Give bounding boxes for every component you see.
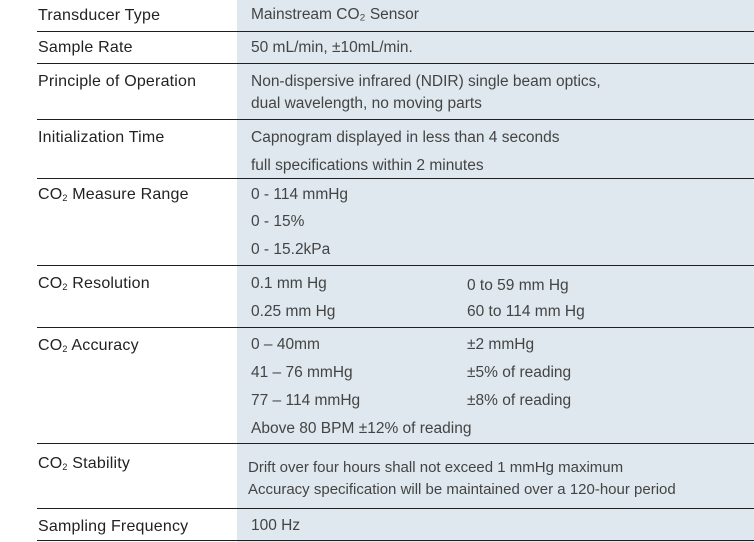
accuracy-range-a2: 41 – 76 mmHg [251,364,353,381]
co-text: CO [38,455,63,472]
label-suffix: Measure Range [67,186,189,203]
sampling-frequency-value: 100 Hz [251,517,301,534]
row-divider [37,327,754,328]
label-suffix: Stability [67,455,131,472]
row-divider [37,63,754,64]
row-divider [37,540,754,541]
accuracy-value-b2: ±5% of reading [467,364,572,381]
initialization-value-line1: Capnogram displayed in less than 4 seconds [251,129,560,146]
row-divider [37,119,754,120]
sample-rate-value: 50 mL/min, ±10mL/min. [251,39,413,56]
resolution-range-b2: 60 to 114 mm Hg [467,303,585,320]
row-divider [37,443,754,444]
sampling-frequency-label: Sampling Frequency [38,518,189,535]
subscript-2: 2 [62,344,68,354]
row-divider [37,31,754,32]
stability-label [38,455,130,473]
resolution-label [38,275,150,293]
co-text: CO [38,337,63,354]
measure-range-line2: 0 - 15% [251,213,305,230]
accuracy-value-b3: ±8% of reading [467,392,572,409]
initialization-label: Initialization Time [38,129,165,146]
stability-line2: Accuracy specification will be maintained over a 120-hour period [248,481,676,498]
transducer-type-label: Transducer Type [38,7,161,24]
principle-value-line2: dual wavelength, no moving parts [251,95,482,112]
subscript-2: 2 [62,462,68,472]
resolution-range-b1: 0 to 59 mm Hg [467,277,569,294]
initialization-value-line2: full specifications within 2 minutes [251,157,484,174]
row-divider [37,178,754,179]
resolution-value-a2: 0.25 mm Hg [251,303,336,320]
transducer-type-value: Mainstream CO₂ Sensor [251,6,419,23]
subscript-2: 2 [62,193,68,203]
co-text: CO [38,275,63,292]
accuracy-line4: Above 80 BPM ±12% of reading [251,420,472,437]
co-text: CO [38,186,63,203]
principle-label: Principle of Operation [38,73,197,90]
measure-range-line1: 0 - 114 mmHg [251,186,349,203]
accuracy-range-a3: 77 – 114 mmHg [251,392,361,409]
accuracy-range-a1: 0 – 40mm [251,336,320,353]
subscript-2: 2 [62,282,68,292]
stability-line1: Drift over four hours shall not exceed 1 mmHg maximum [248,459,624,476]
resolution-value-a1: 0.1 mm Hg [251,275,327,292]
sample-rate-label: Sample Rate [38,39,133,56]
measure-range-line3: 0 - 15.2kPa [251,241,331,258]
label-suffix: Resolution [67,275,150,292]
label-suffix: Accuracy [67,337,139,354]
accuracy-value-b1: ±2 mmHg [467,336,535,353]
measure-range-label [38,186,189,204]
accuracy-label [38,337,139,355]
principle-value-line1: Non-dispersive infrared (NDIR) single beam optics, [251,73,601,90]
row-divider [37,508,754,509]
row-divider [37,265,754,266]
